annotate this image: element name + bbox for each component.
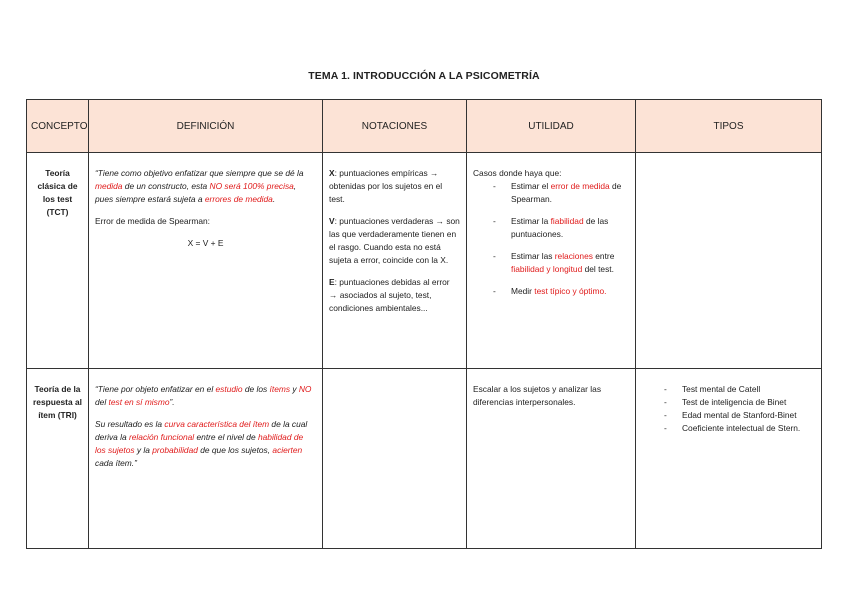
text: Medir bbox=[511, 286, 535, 297]
highlight: fiabilidad bbox=[550, 216, 584, 227]
utility-list bbox=[473, 180, 629, 298]
highlight: curva característica del ítem bbox=[164, 419, 270, 430]
text: entre el nivel de bbox=[194, 432, 258, 443]
text: y la bbox=[134, 445, 153, 456]
header-definicion: DEFINICIÓN bbox=[89, 100, 323, 153]
highlight: test en sí mismo bbox=[108, 397, 170, 408]
definition-tri bbox=[89, 369, 323, 549]
text: de los bbox=[242, 384, 270, 394]
text: de Spearman. bbox=[511, 181, 622, 205]
list-item: - Coeficiente intelectual de Stern. bbox=[664, 422, 815, 435]
list-item: - Test mental de Catell bbox=[664, 383, 815, 396]
highlight: relación funcional bbox=[128, 432, 195, 443]
notation-e bbox=[329, 276, 460, 315]
page-title: TEMA 1. INTRODUCCIÓN A LA PSICOMETRÍA bbox=[308, 70, 540, 82]
text: Estimar las bbox=[511, 251, 555, 262]
highlight: error de medida bbox=[550, 181, 610, 192]
highlight: medida bbox=[95, 181, 123, 192]
text: entre bbox=[592, 251, 615, 262]
text: ”. bbox=[169, 397, 175, 408]
text: Estimar el bbox=[511, 181, 551, 192]
definition-result bbox=[95, 418, 316, 470]
highlight: relaciones bbox=[554, 251, 593, 262]
text: y bbox=[290, 384, 299, 394]
notation-key: V bbox=[329, 216, 335, 227]
text: del test. bbox=[582, 264, 614, 275]
types-tct bbox=[636, 153, 822, 369]
notation-key: E bbox=[329, 277, 335, 288]
header-tipos: TIPOS bbox=[636, 100, 822, 153]
list-item: - Edad mental de Stanford-Binet bbox=[664, 409, 815, 422]
text: de un constructo, esta bbox=[122, 181, 210, 192]
text: “Tiene por objeto enfatizar en el bbox=[95, 384, 216, 394]
notation-text: : puntuaciones verdaderas → son las que verdaderamente tienen en el rasgo. Cuando esta no está sujeta a error, coincide con la X. bbox=[329, 216, 460, 266]
highlight: habilidad de los sujetos bbox=[95, 432, 304, 456]
definition-tct bbox=[89, 153, 323, 369]
text: del bbox=[95, 397, 109, 408]
notation-v bbox=[329, 215, 460, 267]
table-row-tri bbox=[27, 369, 822, 549]
text: Su resultado es la bbox=[95, 419, 165, 430]
highlight: acierten bbox=[272, 445, 303, 456]
highlight: errores de medida bbox=[204, 194, 273, 205]
definition-quote bbox=[95, 383, 316, 409]
text: de que los sujetos, bbox=[197, 445, 273, 456]
list-item bbox=[473, 215, 629, 241]
concept-tct: Teoría clásica de los test (TCT) bbox=[27, 153, 89, 369]
highlight: NO bbox=[298, 384, 312, 394]
types-tri bbox=[636, 369, 822, 549]
definition-quote bbox=[95, 167, 316, 206]
text: . bbox=[272, 194, 276, 205]
table-row-tct bbox=[27, 153, 822, 369]
text: de las puntuaciones. bbox=[511, 216, 609, 240]
header-concepto: CONCEPTO bbox=[27, 100, 89, 153]
formula: X = V + E bbox=[187, 238, 224, 249]
list-item bbox=[473, 250, 629, 276]
header-utilidad: UTILIDAD bbox=[467, 100, 636, 153]
notation-key: X bbox=[329, 168, 335, 178]
highlight: ítems bbox=[269, 384, 291, 394]
error-label: Error de medida de Spearman: bbox=[95, 216, 210, 227]
notations-tct bbox=[323, 153, 467, 369]
notation-text: : puntuaciones debidas al error → asociados al sujeto, test, condiciones ambientales... bbox=[329, 277, 450, 314]
highlight: fiabilidad y longitud bbox=[511, 264, 583, 275]
list-item: - Test de inteligencia de Binet bbox=[664, 396, 815, 409]
header-row bbox=[27, 100, 822, 153]
utility-tri: Escalar a los sujetos y analizar las diferencias interpersonales. bbox=[467, 369, 636, 549]
text: , pues siempre estará sujeta a bbox=[95, 181, 297, 205]
types-list bbox=[642, 383, 815, 435]
list-item bbox=[473, 180, 629, 206]
text: cada ítem.” bbox=[95, 458, 137, 469]
notation-x bbox=[329, 167, 460, 206]
concept-tri: Teoría de la respuesta al ítem (TRI) bbox=[27, 369, 89, 549]
highlight: NO será 100% precisa bbox=[209, 181, 294, 192]
psychometrics-table bbox=[26, 99, 822, 549]
text: “Tiene como objetivo enfatizar que siempre que se dé la bbox=[95, 168, 304, 178]
text: Estimar la bbox=[511, 216, 551, 227]
list-item bbox=[473, 285, 629, 298]
text: de la cual deriva la bbox=[95, 419, 308, 443]
highlight: test típico y óptimo. bbox=[534, 286, 607, 297]
highlight: estudio bbox=[215, 384, 243, 394]
notation-text: : puntuaciones empíricas → obtenidas por los sujetos en el test. bbox=[329, 168, 443, 205]
highlight: probabilidad bbox=[152, 445, 198, 456]
header-notaciones: NOTACIONES bbox=[323, 100, 467, 153]
utility-tct bbox=[467, 153, 636, 369]
notations-tri bbox=[323, 369, 467, 549]
utility-intro: Casos donde haya que: bbox=[473, 168, 562, 178]
